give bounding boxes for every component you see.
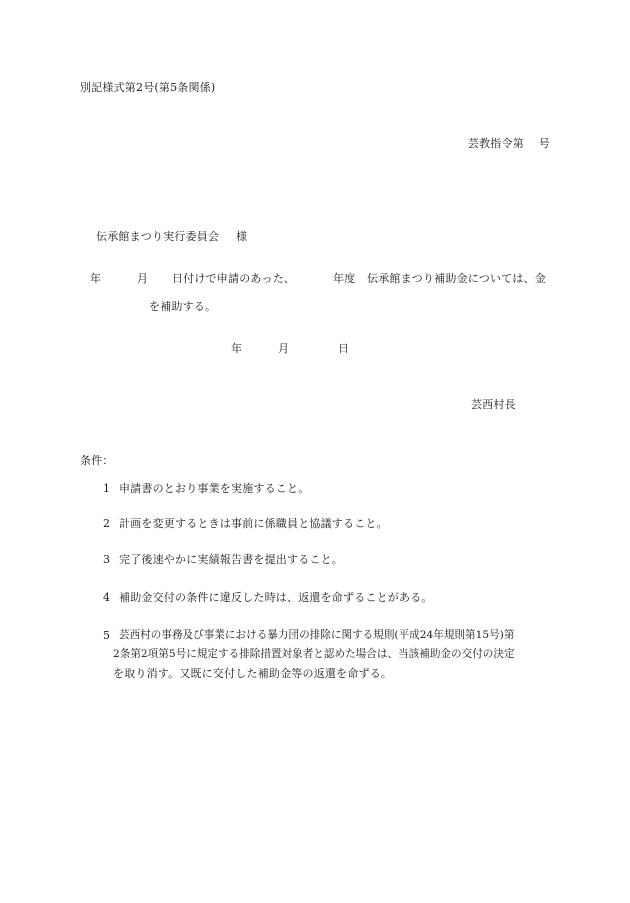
addressee-name: 伝承館まつり実行委員会: [96, 230, 220, 243]
body-subject: 伝承館まつり補助金については、金: [367, 272, 546, 285]
date-month-label: 月: [278, 342, 290, 355]
date-year-label: 年: [231, 342, 243, 355]
condition-text: 2条第2項第5号に規定する排除措置対象者と認めた場合は、当該補助金の交付の決定: [113, 648, 515, 660]
issuer-name: 芸西村長: [471, 398, 516, 411]
condition-text: 補助金交付の条件に違反した時は、返還を命ずることがある。: [119, 591, 433, 604]
conditions-heading: 条件：: [80, 454, 114, 467]
date-day-label: 日: [338, 342, 350, 355]
condition-number: 4: [103, 591, 110, 604]
body-day-text: 日付けで申請のあった、: [172, 272, 296, 285]
condition-text: 芸西村の事務及び事業における暴力団の排除に関する規則(平成24年規則第15号)第: [119, 629, 515, 641]
addressee-honorific: 様: [236, 230, 248, 243]
condition-text: 申請書のとおり事業を実施すること。: [119, 482, 310, 495]
condition-number: 5: [103, 629, 110, 642]
body-line-2: を補助する。: [149, 300, 217, 313]
condition-number: 2: [103, 517, 110, 530]
body-fiscal-year-label: 年度: [333, 272, 356, 285]
condition-text: を取り消す。又既に交付した補助金等の返還を命ずる。: [113, 667, 393, 680]
condition-text: 完了後速やかに実績報告書を提出すること。: [119, 553, 343, 566]
condition-number: 1: [103, 482, 110, 495]
form-title: 別記様式第2号(第5条関係): [80, 81, 216, 94]
body-month-label: 月: [137, 272, 149, 285]
body-year-label: 年: [90, 272, 102, 285]
condition-text: 計画を変更するときは事前に係職員と協議すること。: [119, 517, 388, 530]
reference-number: 芸教指令第 号: [467, 137, 550, 150]
condition-number: 3: [103, 553, 110, 566]
